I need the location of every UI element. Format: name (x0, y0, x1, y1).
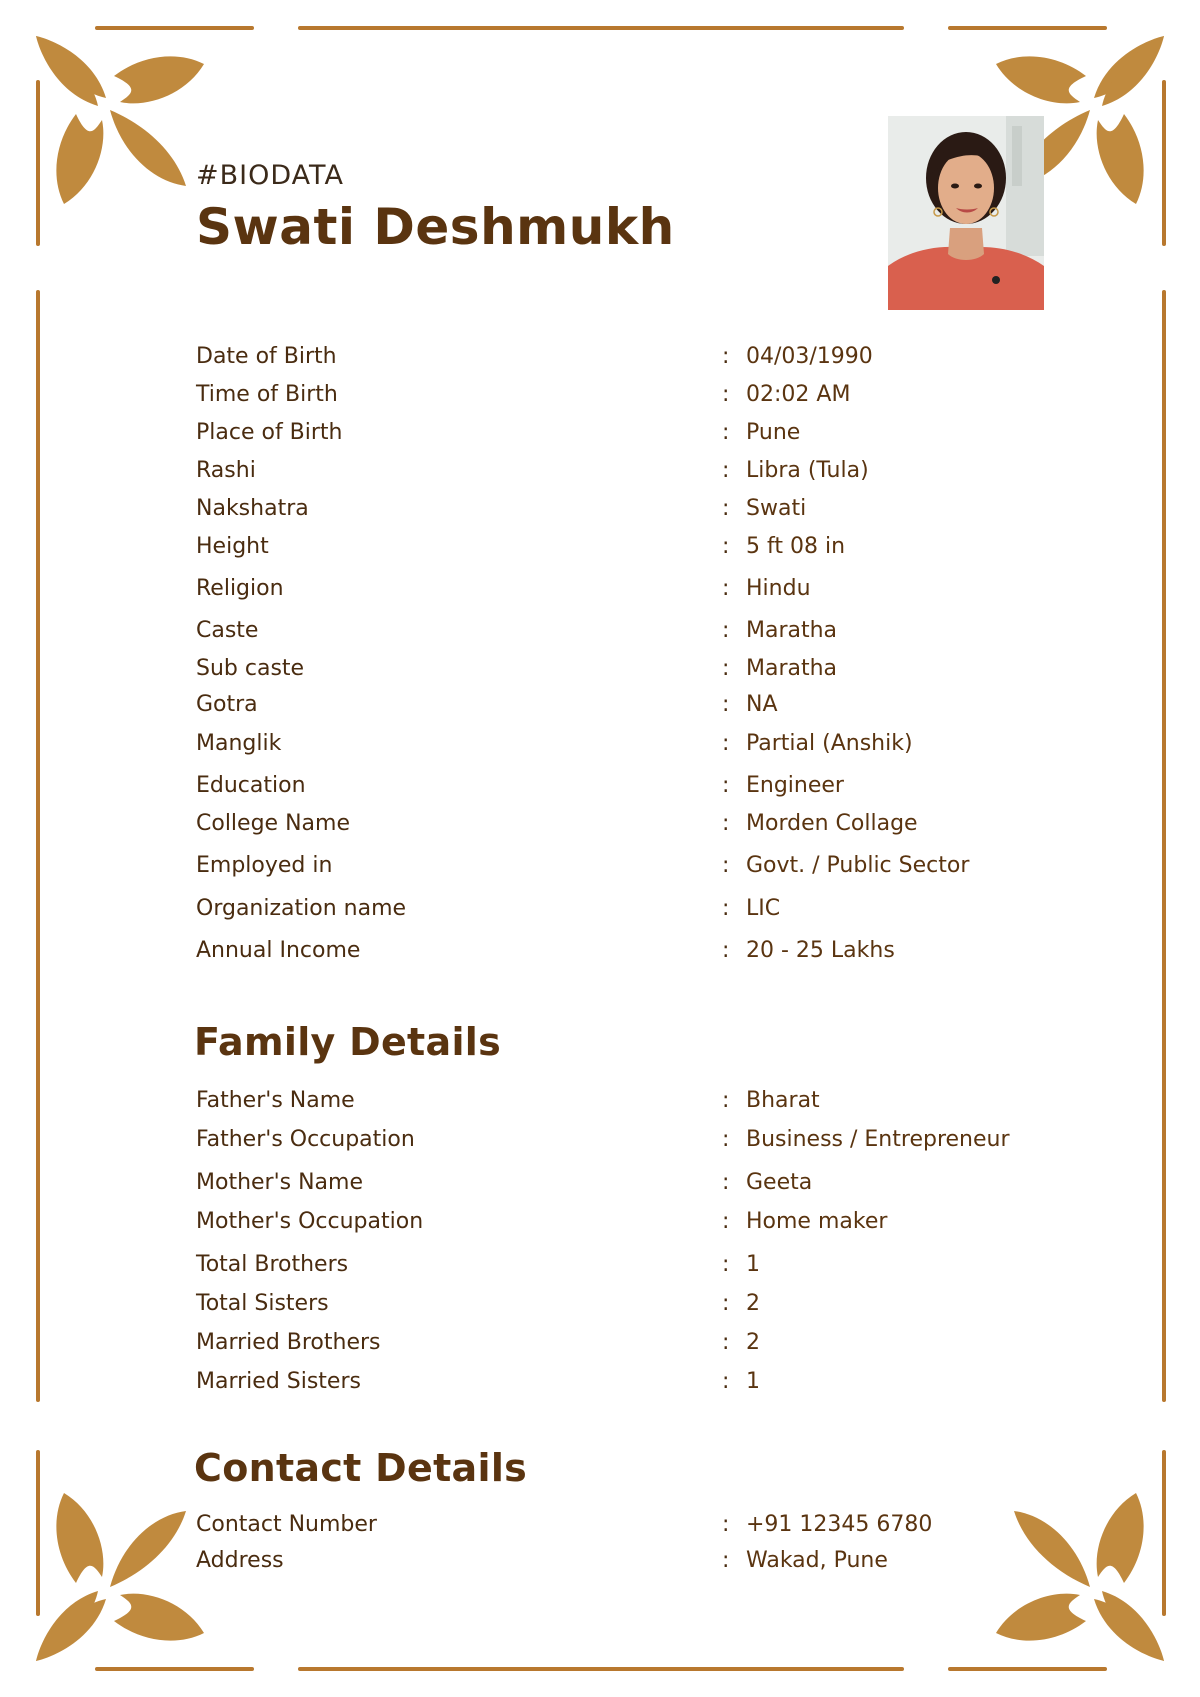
detail-value: Home maker (746, 1209, 888, 1234)
detail-row-manglik (0, 731, 1200, 763)
detail-row-contact-number (0, 1512, 1200, 1544)
detail-label: Mother's Occupation (196, 1209, 424, 1234)
detail-label: Father's Name (196, 1088, 355, 1113)
detail-value: Geeta (746, 1170, 813, 1195)
detail-label: Caste (196, 618, 259, 643)
detail-row-employed-in (0, 853, 1200, 885)
detail-value: Pune (746, 420, 801, 445)
colon-separator: : (722, 420, 730, 445)
detail-row-height (0, 534, 1200, 566)
detail-label: Married Brothers (196, 1330, 381, 1355)
detail-label: Place of Birth (196, 420, 343, 445)
detail-row-organization-name (0, 896, 1200, 928)
detail-label: Married Sisters (196, 1369, 361, 1394)
detail-row-rashi (0, 458, 1200, 490)
detail-row-place-of-birth (0, 420, 1200, 452)
detail-row-gotra (0, 692, 1200, 724)
detail-value: NA (746, 692, 778, 717)
colon-separator: : (722, 576, 730, 601)
detail-row-total-brothers (0, 1252, 1200, 1284)
detail-label: Address (196, 1548, 284, 1573)
colon-separator: : (722, 344, 730, 369)
detail-label: Nakshatra (196, 496, 309, 521)
detail-label: Manglik (196, 731, 282, 756)
detail-row-nakshatra (0, 496, 1200, 528)
detail-label: Contact Number (196, 1512, 377, 1537)
detail-row-date-of-birth (0, 344, 1200, 376)
contact-details-heading: Contact Details (194, 1446, 528, 1490)
person-name: Swati Deshmukh (196, 198, 675, 256)
colon-separator: : (722, 618, 730, 643)
colon-separator: : (722, 773, 730, 798)
colon-separator: : (722, 692, 730, 717)
detail-label: Date of Birth (196, 344, 337, 369)
colon-separator: : (722, 853, 730, 878)
detail-row-total-sisters (0, 1291, 1200, 1323)
detail-row-education (0, 773, 1200, 805)
detail-label: Sub caste (196, 656, 305, 681)
detail-value: Bharat (746, 1088, 820, 1113)
detail-label: Religion (196, 576, 284, 601)
detail-value: +91 12345 6780 (746, 1512, 933, 1537)
detail-row-caste (0, 618, 1200, 650)
detail-row-fathers-name (0, 1088, 1200, 1120)
biodata-tag: #BIODATA (196, 160, 344, 191)
detail-value: Partial (Anshik) (746, 731, 913, 756)
detail-label: Total Brothers (196, 1252, 349, 1277)
colon-separator: : (722, 496, 730, 521)
colon-separator: : (722, 1127, 730, 1152)
colon-separator: : (722, 1369, 730, 1394)
detail-value: Wakad, Pune (746, 1548, 888, 1573)
detail-value: Swati (746, 496, 807, 521)
detail-value: 04/03/1990 (746, 344, 873, 369)
detail-value: 1 (746, 1369, 760, 1394)
leaf-corner-ornament-icon (36, 36, 204, 204)
detail-label: Employed in (196, 853, 333, 878)
detail-value: Govt. / Public Sector (746, 853, 970, 878)
colon-separator: : (722, 1512, 730, 1537)
detail-label: Father's Occupation (196, 1127, 415, 1152)
colon-separator: : (722, 1252, 730, 1277)
detail-label: Mother's Name (196, 1170, 363, 1195)
detail-label: Organization name (196, 896, 407, 921)
detail-value: 2 (746, 1291, 760, 1316)
detail-value: 02:02 AM (746, 382, 851, 407)
detail-row-married-sisters (0, 1369, 1200, 1401)
detail-label: Time of Birth (196, 382, 338, 407)
detail-row-married-brothers (0, 1330, 1200, 1362)
detail-label: College Name (196, 811, 350, 836)
detail-row-college-name (0, 811, 1200, 843)
detail-value: Business / Entrepreneur (746, 1127, 1010, 1152)
detail-label: Education (196, 773, 306, 798)
detail-value: Hindu (746, 576, 811, 601)
detail-value: 2 (746, 1330, 760, 1355)
detail-label: Height (196, 534, 269, 559)
detail-value: Maratha (746, 656, 838, 681)
colon-separator: : (722, 731, 730, 756)
colon-separator: : (722, 534, 730, 559)
detail-row-address (0, 1548, 1200, 1580)
colon-separator: : (722, 656, 730, 681)
colon-separator: : (722, 811, 730, 836)
detail-value: 1 (746, 1252, 760, 1277)
colon-separator: : (722, 896, 730, 921)
detail-value: Morden Collage (746, 811, 918, 836)
detail-row-mothers-occupation (0, 1209, 1200, 1241)
portrait-photo (888, 116, 1044, 310)
colon-separator: : (722, 1170, 730, 1195)
colon-separator: : (722, 1291, 730, 1316)
detail-row-fathers-occupation (0, 1127, 1200, 1159)
detail-row-mothers-name (0, 1170, 1200, 1202)
colon-separator: : (722, 382, 730, 407)
detail-row-annual-income (0, 938, 1200, 970)
detail-label: Gotra (196, 692, 258, 717)
detail-label: Annual Income (196, 938, 361, 963)
detail-row-time-of-birth (0, 382, 1200, 414)
detail-row-religion (0, 576, 1200, 608)
detail-row-sub-caste (0, 656, 1200, 688)
family-details-heading: Family Details (194, 1020, 502, 1064)
detail-label: Rashi (196, 458, 256, 483)
detail-label: Total Sisters (196, 1291, 329, 1316)
detail-value: Libra (Tula) (746, 458, 869, 483)
colon-separator: : (722, 458, 730, 483)
colon-separator: : (722, 1209, 730, 1234)
detail-value: LIC (746, 896, 781, 921)
colon-separator: : (722, 1548, 730, 1573)
detail-value: 20 - 25 Lakhs (746, 938, 895, 963)
colon-separator: : (722, 938, 730, 963)
detail-value: Maratha (746, 618, 838, 643)
detail-value: Engineer (746, 773, 844, 798)
detail-value: 5 ft 08 in (746, 534, 846, 559)
colon-separator: : (722, 1330, 730, 1355)
colon-separator: : (722, 1088, 730, 1113)
